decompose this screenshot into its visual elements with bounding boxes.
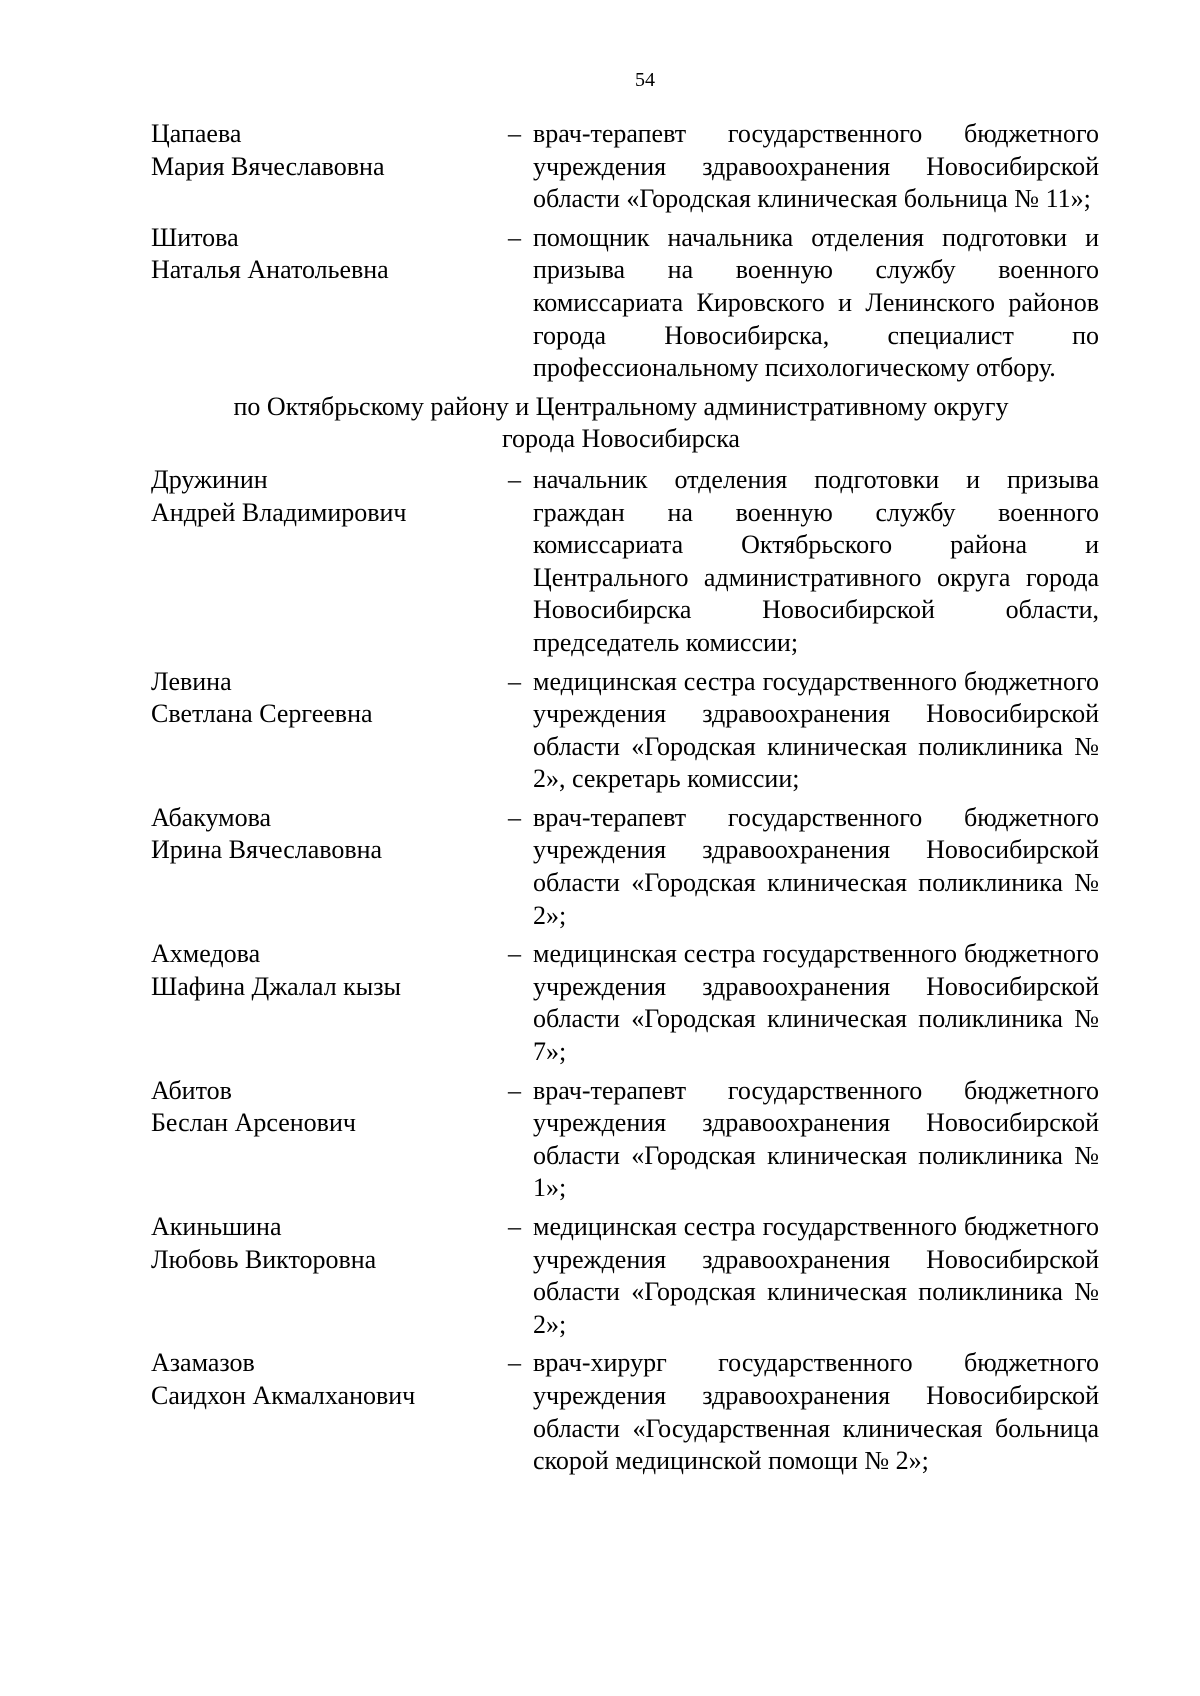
member-surname: Абитов <box>151 1075 232 1105</box>
member-entry <box>151 222 1151 385</box>
dash-separator: – <box>508 802 521 832</box>
commission-member-list <box>151 118 1151 1484</box>
section-heading <box>121 391 1121 456</box>
section-heading-line-1: по Октябрьскому району и Центральному административному округу <box>233 391 1009 421</box>
member-name <box>151 666 491 731</box>
member-given-names: Андрей Владимирович <box>151 497 407 527</box>
page-number: 54 <box>635 69 655 91</box>
member-surname: Акиньшина <box>151 1212 282 1241</box>
member-entry <box>151 802 1151 932</box>
member-entry <box>151 938 1151 1068</box>
member-entry <box>151 1211 1151 1341</box>
member-position: медицинская сестра государственного бюджетного учреждения здравоохранения Новосибирской области «Городская клиническая поликлиника № 7»; <box>533 939 1099 1067</box>
member-surname: Цапаева <box>151 119 242 148</box>
member-given-names: Наталья Анатольевна <box>151 255 389 285</box>
member-surname: Шитова <box>151 222 239 252</box>
dash-separator: – <box>508 222 521 252</box>
member-given-names: Шафина Джалал кызы <box>151 971 402 1001</box>
dash-separator: – <box>508 1348 521 1378</box>
member-name <box>151 1075 491 1140</box>
member-position: помощник начальника отделения подготовки и призыва на военную службу военного комиссариата Кировского и Ленинского районов города Новосибирска, специалист по профессиональному психологическому отбору. <box>533 222 1099 383</box>
member-name <box>151 802 491 867</box>
member-entry <box>151 1075 1151 1205</box>
member-name <box>151 222 491 287</box>
member-position: врач-терапевт государственного бюджетного учреждения здравоохранения Новосибирской области «Городская клиническая больница № 11»; <box>533 119 1099 214</box>
member-name <box>151 1211 491 1276</box>
member-entry <box>151 118 1151 216</box>
member-position: медицинская сестра государственного бюджетного учреждения здравоохранения Новосибирской области «Городская клиническая поликлиника № 2»; <box>533 1212 1099 1339</box>
member-surname: Ахмедова <box>151 939 261 969</box>
member-surname: Азамазов <box>151 1348 255 1378</box>
member-given-names: Мария Вячеславовна <box>151 151 385 181</box>
member-surname: Левина <box>151 666 232 696</box>
dash-separator: – <box>508 666 521 696</box>
dash-separator: – <box>508 464 521 494</box>
dash-separator: – <box>508 939 521 969</box>
member-given-names: Беслан Арсенович <box>151 1108 356 1138</box>
section-heading-line-2: города Новосибирска <box>502 424 740 454</box>
member-position: врач-терапевт государственного бюджетного учреждения здравоохранения Новосибирской области «Городская клиническая поликлиника № 1»; <box>533 1075 1099 1203</box>
dash-separator: – <box>508 1075 521 1105</box>
member-given-names: Ирина Вячеславовна <box>151 835 383 865</box>
member-given-names: Светлана Сергеевна <box>151 699 373 729</box>
member-position: медицинская сестра государственного бюджетного учреждения здравоохранения Новосибирской области «Городская клиническая поликлиника № 2», секретарь комиссии; <box>533 666 1099 794</box>
member-name <box>151 1347 491 1412</box>
member-entry <box>151 666 1151 796</box>
member-name <box>151 464 491 529</box>
dash-separator: – <box>508 119 521 148</box>
member-entry <box>151 464 1151 660</box>
member-position: начальник отделения подготовки и призыва граждан на военную службу военного комиссариата Октябрьского района и Центрального административного округа города Новосибирска Новосибирской области, председатель комиссии; <box>533 464 1099 657</box>
member-position: врач-терапевт государственного бюджетного учреждения здравоохранения Новосибирской области «Городская клиническая поликлиника № 2»; <box>533 802 1099 930</box>
member-name <box>151 118 491 183</box>
member-given-names: Любовь Викторовна <box>151 1244 377 1274</box>
member-entry <box>151 1347 1151 1477</box>
member-position: врач-хирург государственного бюджетного учреждения здравоохранения Новосибирской области «Государственная клиническая больница скорой медицинской помощи № 2»; <box>533 1348 1099 1476</box>
member-name <box>151 938 491 1003</box>
member-surname: Абакумова <box>151 802 272 832</box>
member-given-names: Саидхон Акмалханович <box>151 1380 416 1410</box>
member-surname: Дружинин <box>151 464 268 494</box>
dash-separator: – <box>508 1212 521 1241</box>
